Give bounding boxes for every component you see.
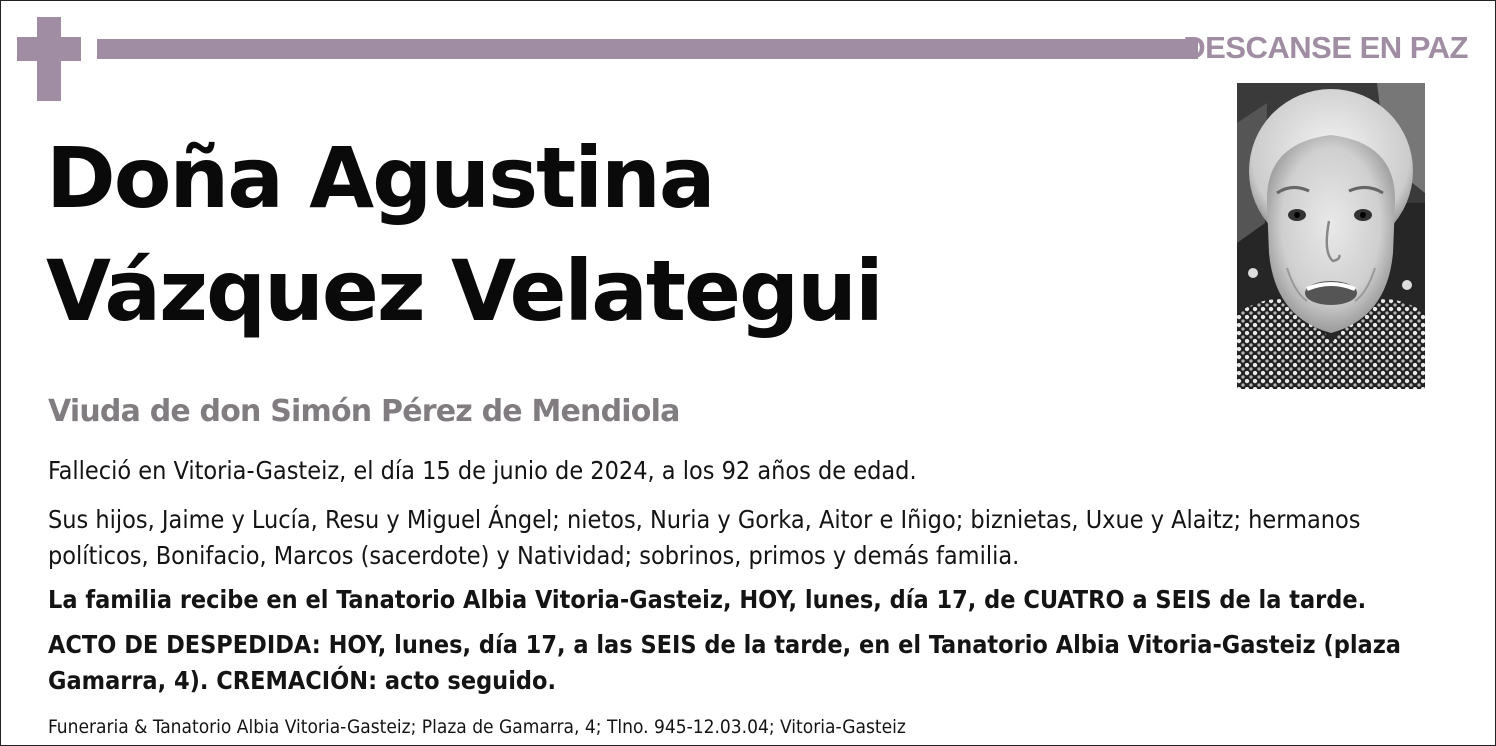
funeral-home-footer: Funeraria & Tanatorio Albia Vitoria-Gasteiz; Plaza de Gamarra, 4; Tlno. 945-12.03.04; Vitoria-Gasteiz	[48, 716, 906, 738]
farewell-text: ACTO DE DESPEDIDA: HOY, lunes, día 17, a las SEIS de la tarde, en el Tanatorio Albia Vitoria-Gasteiz (plaza Gamarra, 4). CREMACIÓN: acto seguido.	[48, 630, 1401, 695]
death-notice-text: Falleció en Vitoria-Gasteiz, el día 15 de junio de 2024, a los 92 años de edad.	[48, 456, 917, 485]
portrait-image	[1237, 83, 1425, 389]
deceased-name-line1: Doña Agustina	[46, 129, 714, 227]
header-divider-bar	[97, 39, 1198, 59]
cross-horizontal-bar	[17, 37, 81, 61]
portrait-photo	[1237, 83, 1425, 389]
deceased-name	[46, 122, 882, 348]
header-tag: DESCANSE EN PAZ	[1183, 30, 1468, 65]
reception-text: La familia recibe en el Tanatorio Albia Vitoria-Gasteiz, HOY, lunes, día 17, de CUATRO a SEIS de la tarde.	[48, 585, 1367, 614]
widow-subtitle: Viuda de don Simón Pérez de Mendiola	[48, 394, 680, 429]
family-text: Sus hijos, Jaime y Lucía, Resu y Miguel Ángel; nietos, Nuria y Gorka, Aitor e Iñigo; biznietas, Uxue y Alaitz; hermanos políticos, Bonifacio, Marcos (sacerdote) y Natividad; sobrinos, primos y demás familia.	[48, 505, 1361, 570]
deceased-name-line2: Vázquez Velategui	[46, 242, 882, 340]
